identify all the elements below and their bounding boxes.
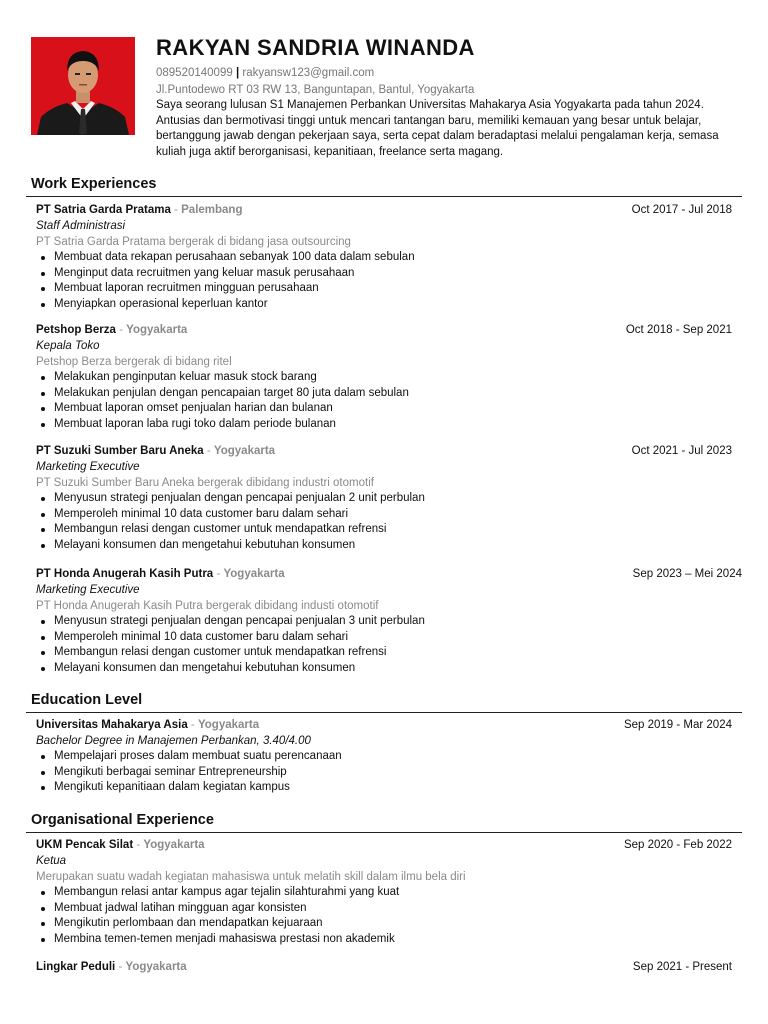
entry-header [36, 959, 736, 975]
work-entry-2 [36, 322, 736, 432]
job-role: Staff Administrasi [36, 220, 126, 232]
organisation-role: Ketua [36, 855, 67, 867]
section-divider [26, 712, 742, 713]
organization-name: PT Satria Garda Pratama [36, 204, 171, 216]
bullet-list [36, 370, 736, 432]
entry-header [36, 443, 736, 459]
organization-name: PT Honda Anugerah Kasih Putra [36, 568, 214, 580]
section-divider [26, 832, 742, 833]
date-range: Oct 2018 - Sep 2021 [625, 324, 732, 336]
date-range: Sep 2021 - Present [632, 961, 732, 973]
dash: - [206, 445, 211, 457]
bullet-list [36, 614, 736, 676]
dash: - [190, 719, 195, 731]
dash: - [216, 568, 221, 580]
list-item: Membuat laporan laba rugi toko dalam periode bulanan [36, 417, 736, 433]
list-item: Mengikuti kepanitiaan dalam kegiatan kampus [36, 780, 736, 796]
list-item: Membuat data rekapan perusahaan sebanyak 100 data dalam sebulan [36, 250, 736, 266]
section-title-work: Work Experiences [31, 176, 157, 192]
location: Yogyakarta [197, 719, 260, 731]
profile-summary: Saya seorang lulusan S1 Manajemen Perbankan Universitas Mahakarya Asia Yogyakarta pada tahun 2024. Antusias dan bermotivasi tinggi untuk mencari tantangan baru, memiliki kemauan yang besar untuk belajar, bertanggung jawab dengan pekerjaan saya, serta cepat dalam beradaptasi melalui pengalaman kerja, semasa kuliah juga aktif berorganisasi, kepanitiaan, freelance serta magang. [156, 99, 719, 158]
company-description: PT Satria Garda Pratama bergerak di bidang jasa outsourcing [36, 236, 351, 248]
list-item: Menyusun strategi penjualan dengan pencapai penjualan 2 unit perbulan [36, 491, 736, 507]
list-item: Membangun relasi dengan customer untuk mendapatkan refrensi [36, 522, 736, 538]
contact-separator: | [235, 67, 240, 79]
candidate-name: RAKYAN SANDRIA WINANDA [156, 35, 475, 60]
location: Yogyakarta [126, 324, 188, 336]
work-entry-3 [36, 443, 736, 553]
email-address: rakyansw123@gmail.com [242, 67, 375, 79]
organisation-entry-2 [36, 959, 736, 975]
company-description: PT Suzuki Sumber Baru Aneka bergerak dibidang industri otomotif [36, 477, 374, 489]
list-item: Membangun relasi dengan customer untuk mendapatkan refrensi [36, 645, 736, 661]
list-item: Membina temen-temen menjadi mahasiswa prestasi non akademik [36, 932, 736, 948]
list-item: Menyusun strategi penjualan dengan pencapai penjualan 3 unit perbulan [36, 614, 736, 630]
list-item: Membuat laporan omset penjualan harian dan bulanan [36, 401, 736, 417]
contact-line [156, 65, 374, 81]
home-address: Jl.Puntodewo RT 03 RW 13, Banguntapan, Bantul, Yogyakarta [156, 84, 475, 96]
list-item: Mengikutin perlombaan dan mendapatkan kejuaraan [36, 916, 736, 932]
job-role: Marketing Executive [36, 584, 140, 596]
location: Yogyakarta [143, 839, 205, 851]
date-range: Sep 2019 - Mar 2024 [623, 719, 732, 731]
bullet-list [36, 250, 736, 312]
list-item: Menginput data recruitmen yang keluar masuk perusahaan [36, 266, 736, 282]
organization-name: Universitas Mahakarya Asia [36, 719, 188, 731]
date-range: Sep 2020 - Feb 2022 [623, 839, 732, 851]
job-role: Marketing Executive [36, 461, 140, 473]
organisation-entry-1 [36, 837, 736, 947]
list-item: Memperoleh minimal 10 data customer baru dalam sehari [36, 507, 736, 523]
entry-header [36, 566, 742, 582]
section-divider [26, 196, 742, 197]
bullet-list [36, 749, 736, 796]
date-range: Oct 2017 - Jul 2018 [631, 204, 732, 216]
company-description: PT Honda Anugerah Kasih Putra bergerak dibidang industi otomotif [36, 600, 379, 612]
section-title-education: Education Level [31, 692, 143, 708]
bullet-list [36, 491, 736, 553]
list-item: Melakukan penginputan keluar masuk stock barang [36, 370, 736, 386]
dash: - [118, 961, 123, 973]
list-item: Mengikuti berbagai seminar Entrepreneurship [36, 765, 736, 781]
entry-header [36, 837, 736, 853]
degree: Bachelor Degree in Manajemen Perbankan, 3.40/4.00 [36, 735, 311, 747]
list-item: Membuat laporan recruitmen mingguan perusahaan [36, 281, 736, 297]
entry-header [36, 202, 736, 218]
list-item: Melakukan penjulan dengan pencapaian target 80 juta dalam sebulan [36, 386, 736, 402]
date-range: Oct 2021 - Jul 2023 [631, 445, 732, 457]
list-item: Membangun relasi antar kampus agar tejalin silahturahmi yang kuat [36, 885, 736, 901]
organisation-description: Merupakan suatu wadah kegiatan mahasiswa untuk melatih skill dalam ilmu bela diri [36, 871, 466, 883]
education-entry-1 [36, 717, 736, 796]
location: Yogyakarta [223, 568, 285, 580]
organization-name: Lingkar Peduli [36, 961, 116, 973]
location: Yogyakarta [213, 445, 276, 457]
date-range: Sep 2023 – Mei 2024 [632, 568, 742, 580]
list-item: Memperoleh minimal 10 data customer baru dalam sehari [36, 630, 736, 646]
profile-photo [31, 37, 135, 135]
organization-name: PT Suzuki Sumber Baru Aneka [36, 445, 204, 457]
job-role: Kepala Toko [36, 340, 100, 352]
list-item: Mempelajari proses dalam membuat suatu perencanaan [36, 749, 736, 765]
phone-number: 089520140099 [156, 67, 233, 79]
organization-name: UKM Pencak Silat [36, 839, 134, 851]
list-item: Menyiapkan operasional keperluan kantor [36, 297, 736, 313]
entry-header [36, 322, 736, 338]
location: Palembang [181, 204, 243, 216]
company-description: Petshop Berza bergerak di bidang ritel [36, 356, 232, 368]
work-entry-4 [36, 566, 742, 676]
organization-name: Petshop Berza [36, 324, 116, 336]
portrait-illustration [31, 37, 135, 135]
list-item: Melayani konsumen dan mengetahui kebutuhan konsumen [36, 661, 736, 677]
section-title-organisation: Organisational Experience [31, 812, 214, 828]
dash: - [119, 324, 123, 336]
list-item: Melayani konsumen dan mengetahui kebutuhan konsumen [36, 538, 736, 554]
dash: - [174, 204, 178, 216]
list-item: Membuat jadwal latihan mingguan agar konsisten [36, 901, 736, 917]
entry-header [36, 717, 736, 733]
work-entry-1 [36, 202, 736, 312]
location: Yogyakarta [125, 961, 187, 973]
dash: - [136, 839, 141, 851]
bullet-list [36, 885, 736, 947]
